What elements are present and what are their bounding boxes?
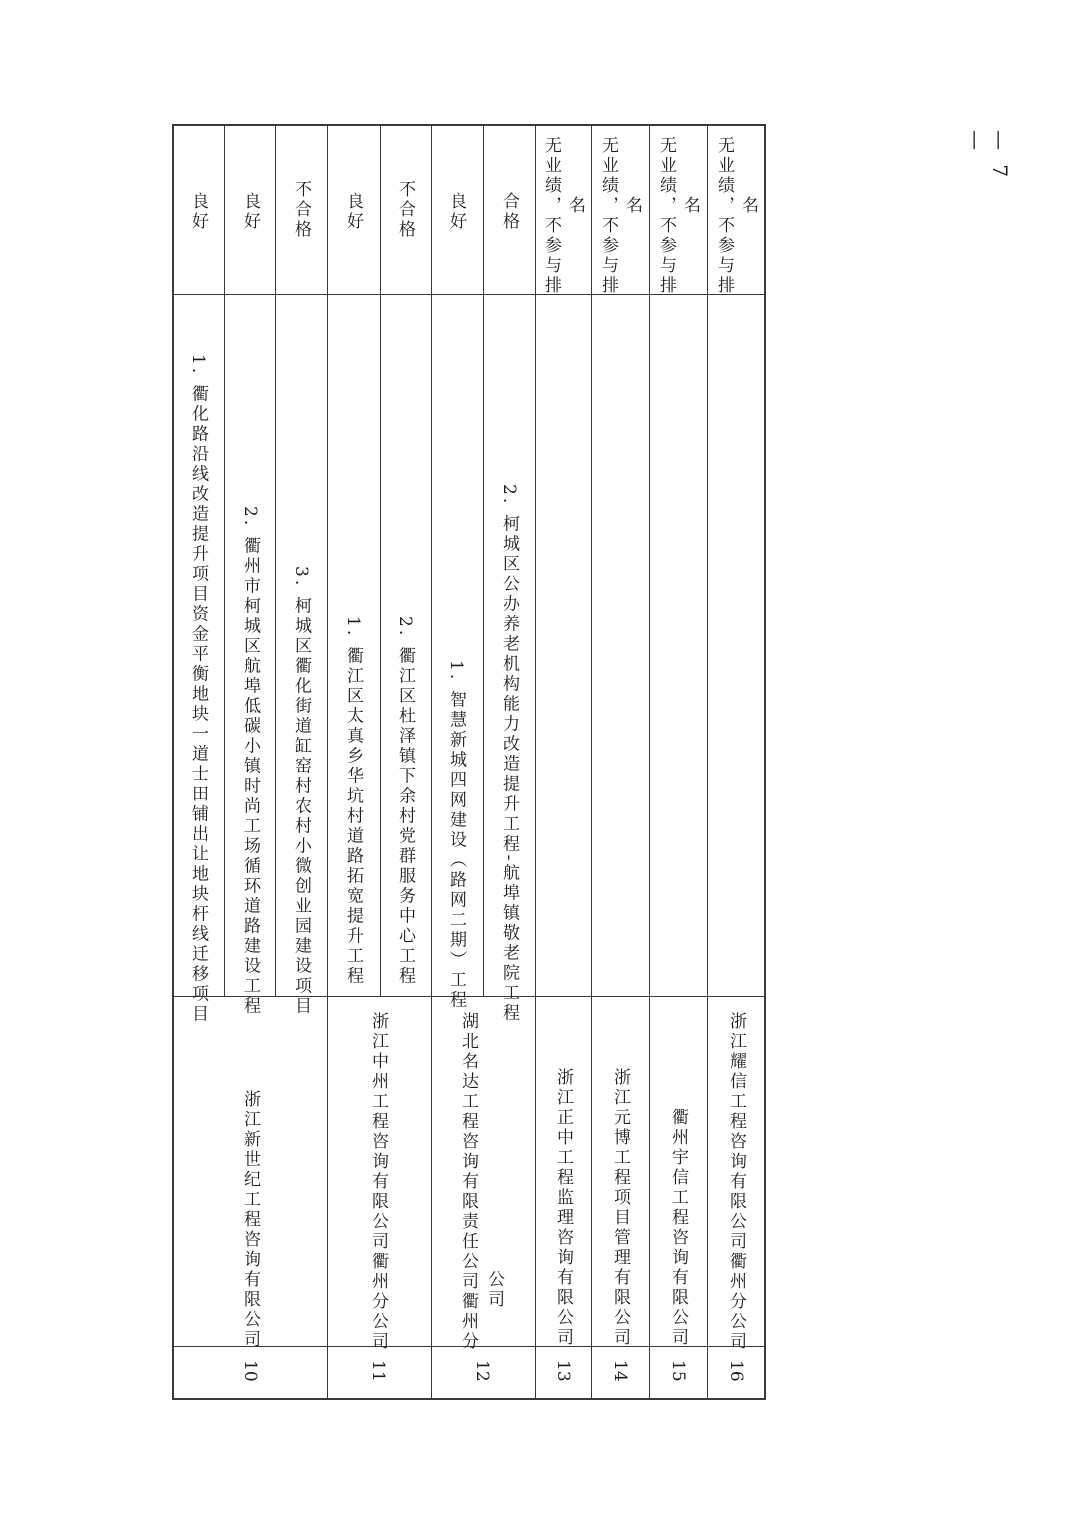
row-divider	[431, 124, 432, 1400]
rating-line: 无业绩，不参与排	[656, 136, 676, 296]
company-name: 浙江正中工程监理咨询有限公司	[553, 1068, 573, 1348]
company-name-line: 公司	[484, 1270, 504, 1310]
project-name: 1. 衢化路沿线改造提升项目资金平衡地块一道士田铺出让地块杆线迁移项目	[188, 354, 208, 1025]
row-number: 10	[240, 1360, 260, 1382]
rating: 良好	[188, 192, 208, 232]
row-divider	[535, 124, 536, 1400]
row-divider	[649, 124, 650, 1400]
row-number: 14	[610, 1360, 630, 1382]
rating: 合格	[499, 192, 519, 232]
subrow-divider	[380, 124, 381, 996]
rating: 良好	[240, 192, 260, 232]
company-name: 浙江元博工程项目管理有限公司	[610, 1068, 630, 1348]
company-name: 浙江耀信工程咨询有限公司衢州分公司	[726, 1012, 746, 1352]
company-name: 浙江新世纪工程咨询有限公司	[240, 1090, 260, 1350]
project-name: 2. 衢江区杜泽镇下余村党群服务中心工程	[395, 616, 415, 987]
subrow-divider	[224, 124, 225, 996]
row-divider	[591, 124, 592, 1400]
rating: 不合格	[395, 180, 415, 240]
project-name: 3. 柯城区衢化街道缸窑村农村小微创业园建设项目	[291, 566, 311, 1017]
rating: 良好	[343, 192, 363, 232]
project-name: 1. 智慧新城四网建设（路网二期）工程	[446, 660, 466, 1011]
row-number: 13	[553, 1360, 573, 1382]
project-name: 1. 衢江区太真乡华坑村道路拓宽提升工程	[343, 616, 363, 987]
row-number: 11	[368, 1360, 388, 1382]
project-name: 2. 柯城区公办养老机构能力改造提升工程-航埠镇敬老院工程	[499, 484, 519, 1024]
page-number: — 7 —	[964, 130, 1012, 182]
rating-line: 名	[738, 196, 758, 216]
row-divider	[327, 124, 328, 1400]
row-number: 12	[472, 1360, 492, 1382]
rating-line: 无业绩，不参与排	[598, 136, 618, 296]
rating-line: 无业绩，不参与排	[541, 136, 561, 296]
rating: 不合格	[291, 180, 311, 240]
rating-line: 名	[680, 196, 700, 216]
row-divider	[707, 124, 708, 1400]
row-number: 16	[726, 1360, 746, 1382]
row-number: 15	[668, 1360, 688, 1382]
company-name: 浙江中州工程咨询有限公司衢州分公司	[368, 1012, 388, 1352]
rating-line: 无业绩，不参与排	[714, 136, 734, 296]
rating-line: 名	[565, 196, 585, 216]
rating-line: 名	[622, 196, 642, 216]
company-name-line: 湖北名达工程咨询有限责任公司衢州分	[458, 1012, 478, 1352]
subrow-divider	[483, 124, 484, 996]
rating: 良好	[446, 192, 466, 232]
subrow-divider	[275, 124, 276, 996]
company-name: 衢州宇信工程咨询有限公司	[668, 1108, 688, 1348]
project-name: 2. 衢州市柯城区航埠低碳小镇时尚工场循环道路建设工程	[240, 506, 260, 1017]
